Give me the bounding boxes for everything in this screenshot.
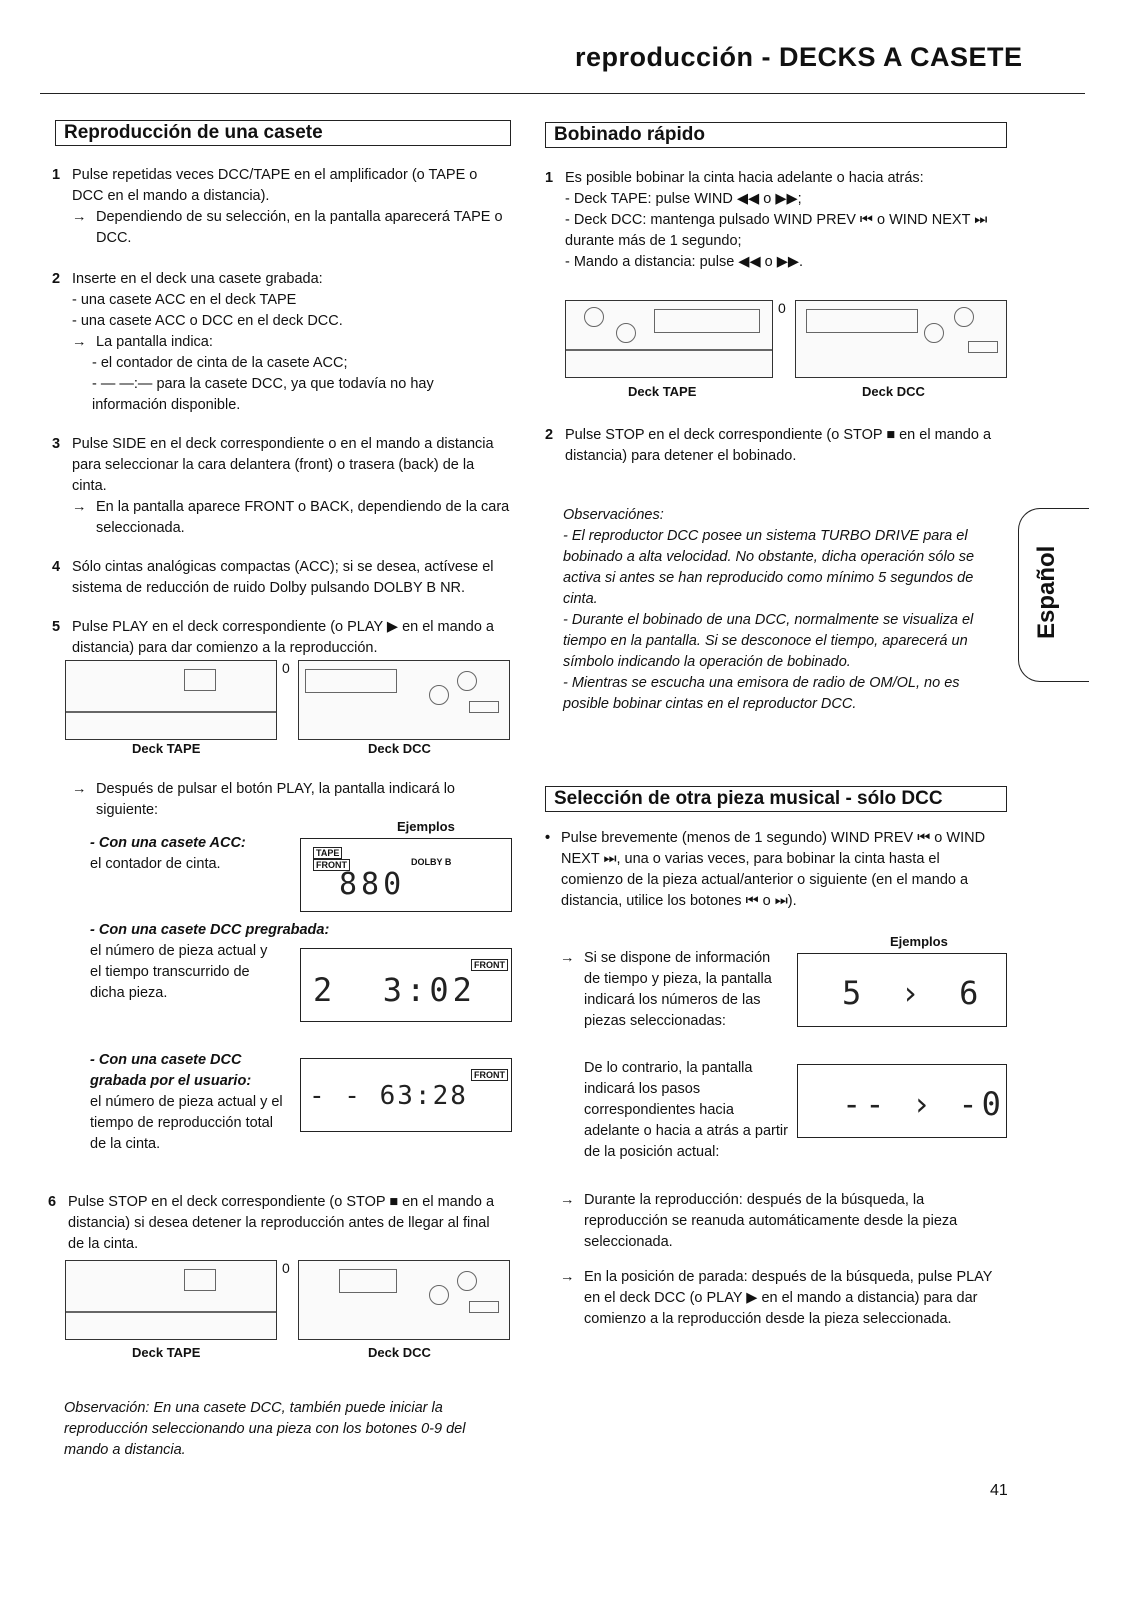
right-step-2 [545,425,1005,467]
deck-tape-label: Deck TAPE [132,741,201,756]
result-text: Si se dispone de información de tiempo y pieza, la pantalla indicará los números de las piezas seleccionadas: [584,950,772,1029]
arrow-icon: → [72,499,87,515]
step-sub: - el contador de cinta de la casete ACC; [92,355,348,371]
observation-item: - Mientras se escucha una emisora de radio de OM/OL, no es posible bobinar cintas en el reproductor DCC. [563,675,960,712]
step-sub: - Deck TAPE: pulse WIND ◀◀ o ▶▶; [565,191,802,207]
deck-dcc-wind-illustration [795,300,1007,378]
language-tab-label: Español [1033,545,1060,639]
step-text: Es posible bobinar la cinta hacia adelante o hacia atrás: [565,170,924,186]
observation-item: - El reproductor DCC posee un sistema TURBO DRIVE para el bobinado a alta velocidad. No obstante, dicha operación sólo se activa si antes se han reproducido como mínimo 5 segundos de cinta. [563,528,975,607]
example-1-display-value: 5 › 6 [842,974,989,1012]
deck-tape-label: Deck TAPE [628,384,697,399]
rewind-button-icon [429,1285,449,1305]
acc-display-value: 880 [339,867,406,902]
language-tab [1018,508,1089,682]
page-number: 41 [990,1482,1008,1499]
dcc-pre-display [300,948,512,1022]
step-sub: - una casete ACC o DCC en el deck DCC. [72,313,343,329]
result-text: En la posición de parada: después de la búsqueda, pulse PLAY en el deck DCC (o PLAY ▶ en el mando a distancia) para dar comienzo a la reproducción desde la pieza seleccionada. [584,1269,993,1327]
step-result [72,497,512,539]
arrow-icon: → [72,334,87,350]
step-6 [48,1192,508,1255]
forward-button-icon [616,323,636,343]
or-separator: 0 [778,300,786,316]
result-text: En la pantalla aparece FRONT o BACK, dependiendo de la cara seleccionada. [96,499,510,536]
right-step-1 [545,168,1005,273]
page-header-title: reproducción - DECKS A CASETE [575,42,1023,72]
result-text: Dependiendo de su selección, en la pantalla aparecerá TAPE o DCC. [96,209,503,246]
acc-title: - Con una casete ACC: [90,835,246,851]
arrow-icon: → [72,209,87,225]
dcc-user-display-value: - - 63:28 [309,1081,468,1111]
deck-tape-wind-illustration [565,300,773,378]
step-6-block [48,1192,508,1255]
dcc-user-title: - Con una casete DCC grabada por el usuario: [90,1052,252,1089]
dcc-user-desc: el número de pieza actual y el tiempo de reproducción total de la cinta. [90,1094,283,1152]
example-2-text: De lo contrario, la pantalla indicará los pasos correspondientes hacia adelante o hacia a atrás a partir de la posición actual: [584,1060,788,1160]
arrow-icon: → [560,950,575,966]
front-tag: FRONT [471,1069,508,1081]
result-stopped [560,1267,1010,1330]
rewind-button-icon [584,307,604,327]
front-tag: FRONT [313,859,350,871]
step-1 [52,165,512,249]
step-sub: - Deck DCC: mantenga pulsado WIND PREV ⏮ o WIND NEXT ⏭ durante más de 1 segundo; [565,212,988,249]
cassette-window [806,309,918,333]
observations [563,505,1003,715]
deck-slot [66,711,276,713]
step-sub: - una casete ACC en el deck TAPE [72,292,297,308]
arrow-icon: → [560,1192,575,1208]
rewind-button-icon [429,685,449,705]
result-text: Durante la reproducción: después de la búsqueda, la reproducción se reanuda automáticamente desde la pieza seleccionada. [584,1192,958,1250]
cassette-window [654,309,760,333]
deck-dcc-label: Deck DCC [368,1345,431,1360]
tape-tag: TAPE [313,847,342,859]
bullet-icon: • [545,830,551,846]
result-text: La pantalla indica: [96,334,213,350]
dcc-pre-display-value: 2 3:02 [313,971,476,1009]
step-text: Pulse SIDE en el deck correspondiente o en el mando a distancia para seleccionar la cara delantera (front) o trasera (back) de la cinta. [72,436,494,494]
bullet-text: Pulse brevemente (menos de 1 segundo) WIND PREV ⏮ o WIND NEXT ⏭, una o varias veces, para bobinar la cinta hasta el comienzo de la pieza actual/anterior o siguiente (en el mando a distancia, utilice los botones ⏮ o ⏭). [561,830,986,909]
acc-display [300,838,512,912]
example-1-text [560,948,788,1032]
front-tag: FRONT [471,959,508,971]
cassette-window [184,1269,216,1291]
arrow-icon: → [72,781,87,797]
step-number: 1 [52,167,61,183]
deck-dcc-illustration [298,660,510,740]
result-text: Después de pulsar el botón PLAY, la pantalla indicará lo siguiente: [96,781,455,818]
example-2-display-value: -- › -0 [842,1085,1005,1123]
step-sub: - Mando a distancia: pulse ◀◀ o ▶▶. [565,254,804,270]
selection-bullet [545,828,1005,912]
cassette-window [339,1269,397,1293]
section-title-reproduccion: Reproducción de una casete [55,120,511,146]
step-text: Sólo cintas analógicas compactas (ACC); si se desea, actívese el sistema de reducción de ruido Dolby pulsando DOLBY B NR. [72,559,494,596]
eject-button-icon [968,341,998,353]
deck-slot [566,349,772,351]
observations-title: Observaciónes: [563,507,664,523]
step-number: 2 [545,427,554,443]
step-number: 4 [52,559,61,575]
observation-item: - Durante el bobinado de una DCC, normalmente se visualiza el tiempo en la pantalla. Si se desconoce el tiempo, aparecerá un símbolo indicando la operación de bobinado. [563,612,974,670]
eject-button-icon [469,1301,499,1313]
examples-label: Ejemplos [397,819,455,834]
deck-slot [66,1311,276,1313]
after-play-note [72,779,492,821]
acc-desc: el contador de cinta. [90,856,221,872]
step-text: Pulse STOP en el deck correspondiente (o STOP ■ en el mando a distancia) si desea detener la reproducción antes de llegar al final de la cinta. [68,1194,495,1252]
deck-tape-label: Deck TAPE [132,1345,201,1360]
forward-button-icon [457,1271,477,1291]
prev-button-icon [924,323,944,343]
step-number: 1 [545,170,554,186]
arrow-icon: → [560,1269,575,1285]
result-during-play [560,1190,1010,1253]
dcc-pre-desc: el número de pieza actual y el tiempo transcurrido de dicha pieza. [90,943,268,1001]
step-text: Pulse repetidas veces DCC/TAPE en el amplificador (o TAPE o DCC en el mando a distancia). [72,167,478,204]
deck-tape-illustration [65,1260,277,1340]
step-number: 5 [52,619,61,635]
cassette-window [305,669,397,693]
eject-button-icon [469,701,499,713]
bullet-item [545,828,1005,912]
step-number: 3 [52,436,61,452]
section-title-seleccion: Selección de otra pieza musical - sólo DCC [545,786,1007,812]
section-title-bobinado: Bobinado rápido [545,122,1007,148]
step-2 [545,425,1005,467]
step-text: Inserte en el deck una casete grabada: [72,271,323,287]
or-separator: 0 [282,1260,290,1276]
step-4 [52,557,512,599]
dolby-tag: DOLBY B [411,857,452,867]
acc-example-text [90,833,290,875]
dcc-user-display [300,1058,512,1132]
or-separator: 0 [282,660,290,676]
selection-results [560,1190,1010,1330]
deck-dcc-illustration [298,1260,510,1340]
cassette-window [184,669,216,691]
step-sub: - — —:— para la casete DCC, ya que todavía no hay información disponible. [92,376,434,413]
left-observation-note: Observación: En una casete DCC, también puede iniciar la reproducción seleccionando una pieza con los botones 0-9 del mando a distancia. [64,1400,466,1458]
deck-tape-illustration [65,660,277,740]
step-text: Pulse PLAY en el deck correspondiente (o PLAY ▶ en el mando a distancia) para dar comienzo a la reproducción. [72,619,494,656]
deck-dcc-label: Deck DCC [862,384,925,399]
example-result [560,948,788,1032]
step-result [72,332,512,353]
deck-dcc-label: Deck DCC [368,741,431,756]
left-steps-1-5 [52,165,512,659]
step-5 [52,617,512,659]
step-1 [545,168,1005,273]
step-2 [52,269,512,416]
step-text: Pulse STOP en el deck correspondiente (o STOP ■ en el mando a distancia) para detener el bobinado. [565,427,992,464]
dcc-user-example-text [90,1050,290,1155]
next-button-icon [954,307,974,327]
examples-label: Ejemplos [890,934,948,949]
step-result [72,207,512,249]
dcc-pre-title: - Con una casete DCC pregrabada: [90,922,330,938]
step-number: 2 [52,271,61,287]
step-3 [52,434,512,539]
step-result [72,779,492,821]
example-2-display [797,1064,1007,1138]
forward-button-icon [457,671,477,691]
example-1-display [797,953,1007,1027]
step-number: 6 [48,1194,57,1210]
header-rule [40,93,1085,94]
